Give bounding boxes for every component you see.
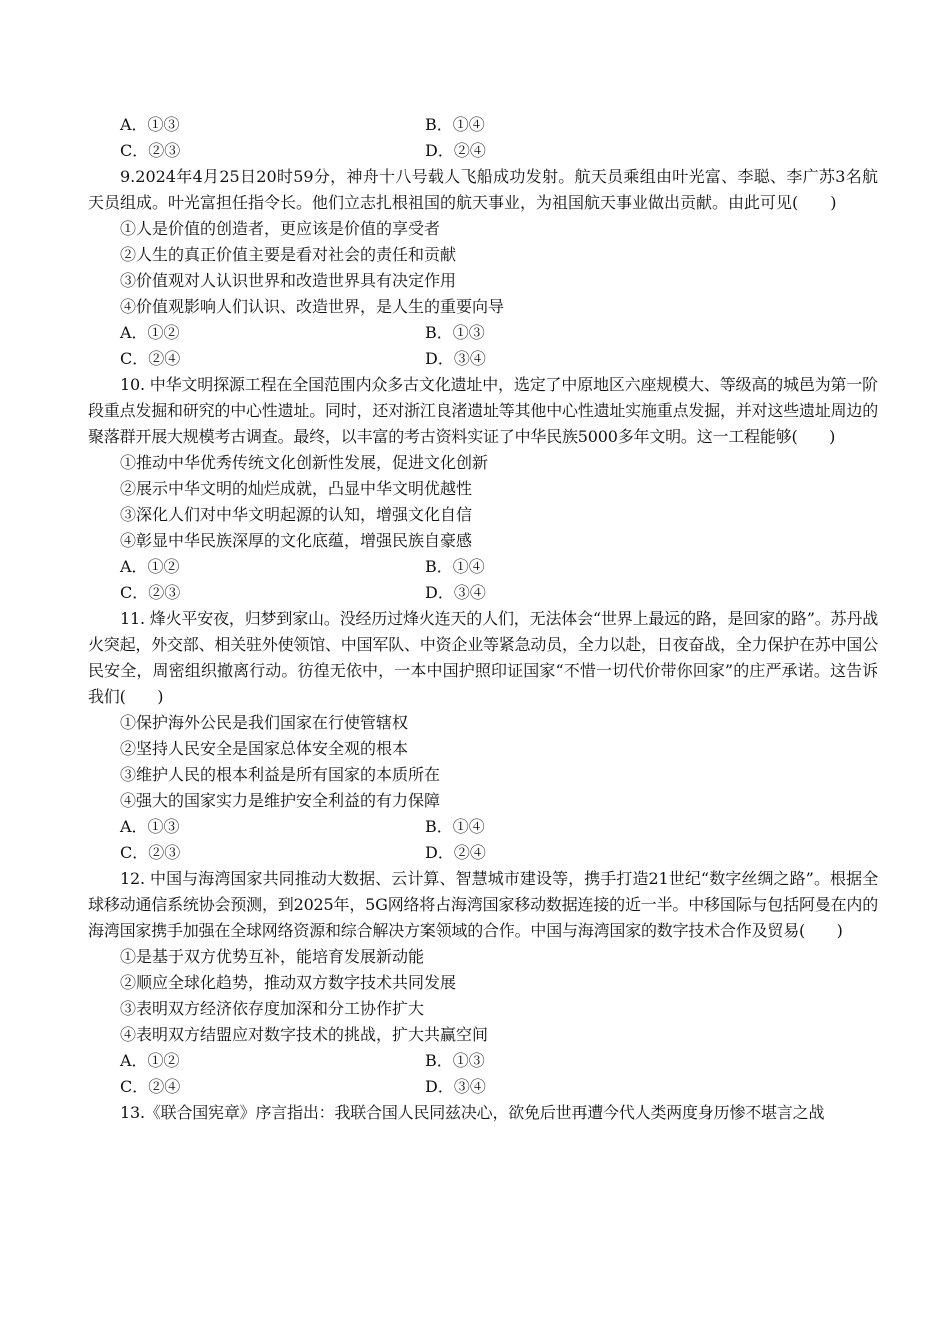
statement-3: ③表明双方经济依存度加深和分工协作扩大 — [120, 999, 425, 1018]
option-row — [88, 1048, 878, 1074]
option-c[interactable]: C．②③ — [120, 843, 181, 862]
option-d[interactable]: D．③④ — [425, 583, 486, 602]
statement-1: ①是基于双方优势互补，能培育发展新动能 — [120, 947, 425, 966]
option-row — [88, 554, 878, 580]
option-a[interactable]: A．①② — [120, 557, 180, 576]
statement-2: ②人生的真正价值主要是看对社会的责任和贡献 — [120, 245, 457, 264]
option-row — [88, 840, 878, 866]
statement-4: ④强大的国家实力是维护安全利益的有力保障 — [120, 791, 441, 810]
statement-1: ①推动中华优秀传统文化创新性发展，促进文化创新 — [120, 453, 489, 472]
statement-2: ②坚持人民安全是国家总体安全观的根本 — [120, 739, 409, 758]
option-a[interactable]: A．①③ — [120, 115, 180, 134]
statement-3: ③维护人民的根本利益是所有国家的本质所在 — [120, 765, 441, 784]
statement-1: ①人是价值的创造者，更应该是价值的享受者 — [120, 219, 441, 238]
statement-2: ②展示中华文明的灿烂成就，凸显中华文明优越性 — [120, 479, 473, 498]
option-row — [88, 346, 878, 372]
option-d[interactable]: D．③④ — [425, 349, 486, 368]
question-stem: 11. 烽火平安夜，归梦到家山。没经历过烽火连天的人们，无法体会“世界上最远的路，是回家的路”。苏丹战火突起，外交部、相关驻外使领馆、中国军队、中资企业等紧急动员，全力以赴，日夜奋战，全力保护在苏中国公民安全，周密组织撤离行动。彷徨无依中，一本中国护照印证国家“不惜一切代价带你回家”的庄严承诺。这告诉我们( ) — [88, 609, 879, 706]
option-d[interactable]: D．②④ — [425, 141, 486, 160]
question-13 — [88, 1100, 878, 1126]
question-stem: 13.《联合国宪章》序言指出：我联合国人民同兹决心，欲免后世再遭今代人类两度身历惨不堪言之战 — [120, 1103, 825, 1122]
option-row — [88, 580, 878, 606]
option-d[interactable]: D．③④ — [425, 1077, 486, 1096]
statement-4: ④价值观影响人们认识、改造世界，是人生的重要向导 — [120, 297, 505, 316]
option-row — [88, 814, 878, 840]
option-b[interactable]: B．①③ — [425, 1051, 485, 1070]
option-d[interactable]: D．②④ — [425, 843, 486, 862]
question-11 — [88, 606, 878, 866]
statement-3: ③价值观对人认识世界和改造世界具有决定作用 — [120, 271, 457, 290]
statement-3: ③深化人们对中华文明起源的认知，增强文化自信 — [120, 505, 473, 524]
option-row — [88, 138, 878, 164]
statement-4: ④彰显中华民族深厚的文化底蕴，增强民族自豪感 — [120, 531, 473, 550]
option-row — [88, 1074, 878, 1100]
option-b[interactable]: B．①④ — [425, 557, 485, 576]
question-10 — [88, 372, 878, 606]
question-12 — [88, 866, 878, 1100]
statement-4: ④表明双方结盟应对数字技术的挑战，扩大共赢空间 — [120, 1025, 489, 1044]
option-c[interactable]: C．②③ — [120, 141, 181, 160]
q8-options — [88, 112, 878, 164]
option-a[interactable]: A．①② — [120, 1051, 180, 1070]
statement-2: ②顺应全球化趋势，推动双方数字技术共同发展 — [120, 973, 457, 992]
statement-1: ①保护海外公民是我们国家在行使管辖权 — [120, 713, 409, 732]
option-a[interactable]: A．①③ — [120, 817, 180, 836]
option-row — [88, 112, 878, 138]
option-c[interactable]: C．②③ — [120, 583, 181, 602]
option-b[interactable]: B．①③ — [425, 323, 485, 342]
option-b[interactable]: B．①④ — [425, 115, 485, 134]
question-stem: 12. 中国与海湾国家共同推动大数据、云计算、智慧城市建设等，携手打造21世纪“数字丝绸之路”。根据全球移动通信系统协会预测，到2025年，5G网络将占海湾国家移动数据连接的近一半。中移国际与包括阿曼在内的海湾国家携手加强在全球网络资源和综合解决方案领域的合作。中国与海湾国家的数字技术合作及贸易( ) — [88, 869, 878, 940]
option-c[interactable]: C．②④ — [120, 1077, 181, 1096]
exam-page — [88, 112, 878, 1126]
option-c[interactable]: C．②④ — [120, 349, 181, 368]
question-stem: 10. 中华文明探源工程在全国范围内众多古文化遗址中，选定了中原地区六座规模大、等级高的城邑为第一阶段重点发掘和研究的中心性遗址。同时，还对浙江良渚遗址等其他中心性遗址实施重点发掘，并对这些遗址周边的聚落群开展大规模考古调查。最终，以丰富的考古资料实证了中华民族5000多年文明。这一工程能够( ) — [88, 375, 879, 446]
option-row — [88, 320, 878, 346]
option-a[interactable]: A．①② — [120, 323, 180, 342]
question-stem: 9.2024年4月25日20时59分，神舟十八号载人飞船成功发射。航天员乘组由叶光富、李聪、李广苏3名航天员组成。叶光富担任指令长。他们立志扎根祖国的航天事业，为祖国航天事业做出贡献。由此可见( ) — [88, 167, 878, 212]
option-b[interactable]: B．①④ — [425, 817, 485, 836]
question-9 — [88, 164, 878, 372]
